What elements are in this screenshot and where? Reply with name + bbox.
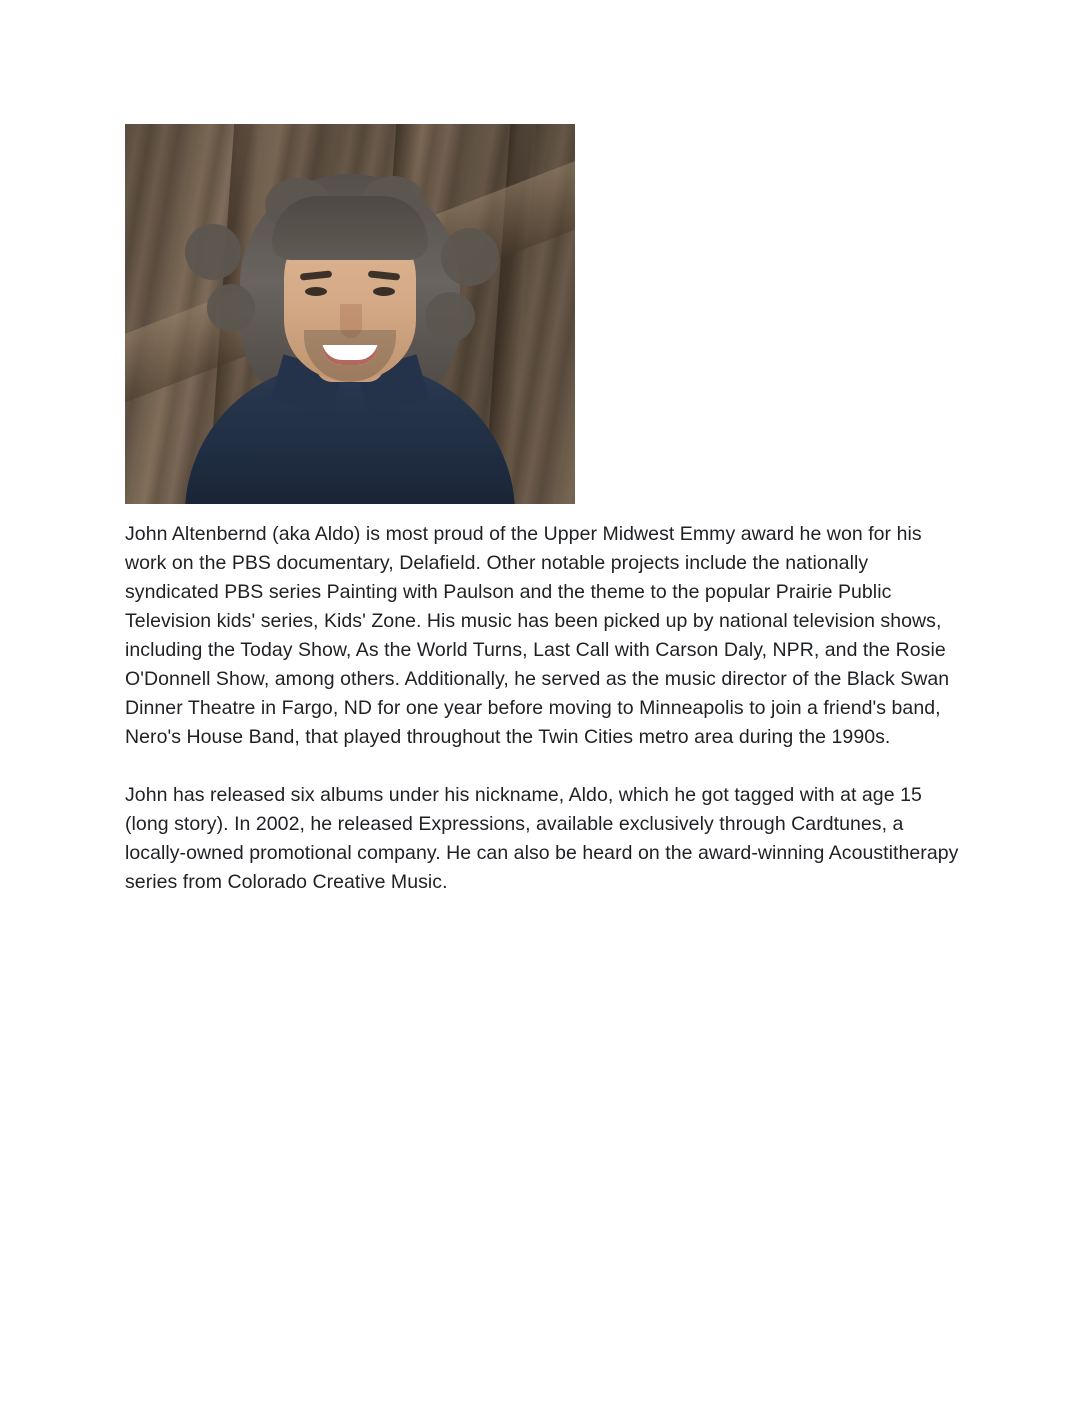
biography-text — [125, 520, 963, 897]
eye-left — [305, 287, 327, 296]
document-content — [125, 124, 963, 897]
biography-paragraph-2: John has released six albums under his nickname, Aldo, which he got tagged with at age 15 (long story). In 2002, he released Expressions, available exclusively through Cardtunes, a locally-owned promotional company. He can also be heard on the award-winning Acoustitherapy series from Colorado Creative Music. — [125, 784, 959, 893]
eye-right — [373, 287, 395, 296]
biography-paragraph-1: John Altenbernd (aka Aldo) is most proud of the Upper Midwest Emmy award he won for his work on the PBS documentary, Delafield. Other notable projects include the nationally syndicated PBS series Painting with Paulson and the theme to the popular Prairie Public Television kids' series, Kids' Zone. His music has been picked up by national television shows, including the Today Show, As the World Turns, Last Call with Carson Daly, NPR, and the Rosie O'Donnell Show, among others. Additionally, he served as the music director of the Black Swan Dinner Theatre in Fargo, ND for one year before moving to Minneapolis to join a friend's band, Nero's House Band, that played throughout the Twin Cities metro area during the 1990s. — [125, 523, 950, 748]
hair-curl — [441, 228, 499, 286]
hair-front — [272, 196, 428, 260]
hair-curl — [425, 292, 475, 342]
hair-curl — [207, 284, 255, 332]
hair-curl — [185, 224, 241, 280]
portrait-photo — [125, 124, 575, 504]
